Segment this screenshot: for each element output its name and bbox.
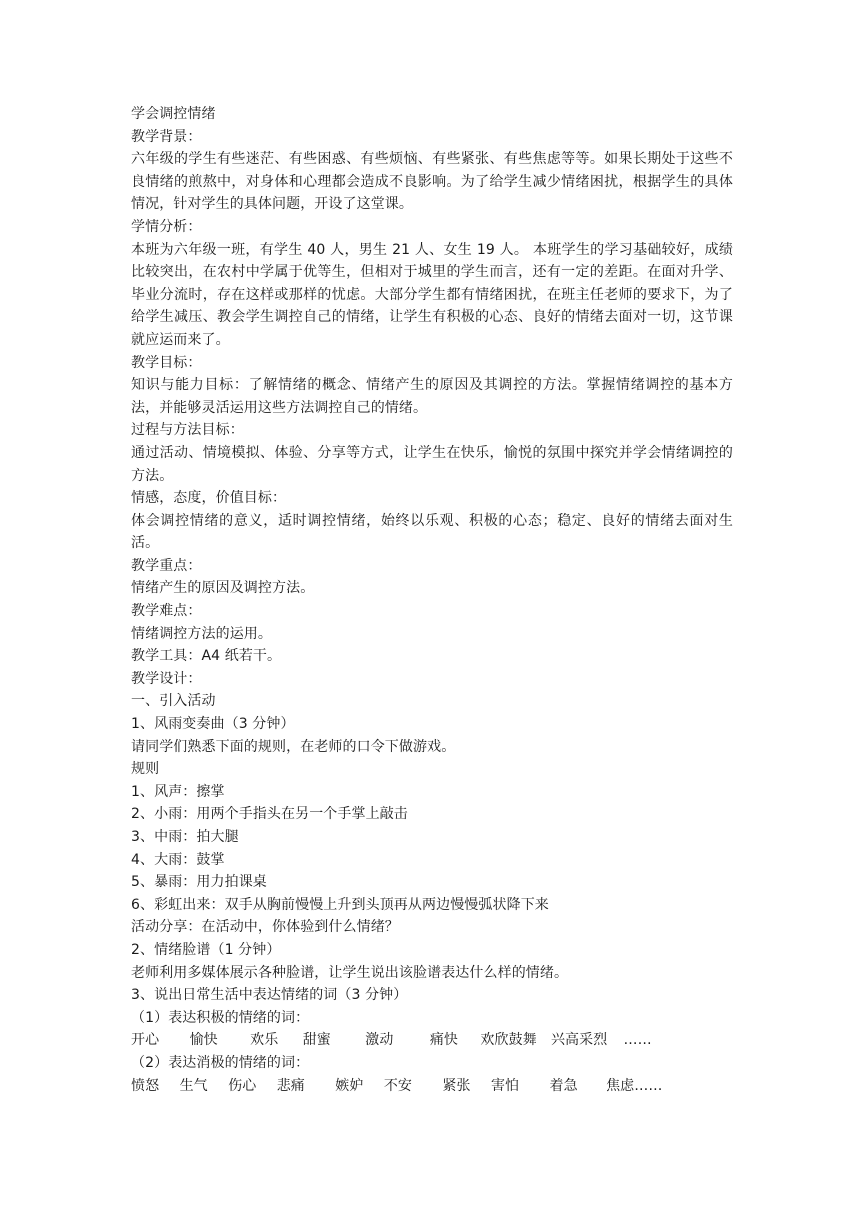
word-item: 伤心 [228,1077,257,1094]
word-item: 愉快 [189,1032,218,1049]
word-item: 害怕 [490,1077,520,1094]
rule-item: 4、大雨：鼓掌 [131,851,225,868]
positive-words-heading: （1）表达积极的情绪的词： [131,1009,310,1026]
goals-heading: 教学目标： [131,354,202,371]
goal-process-heading: 过程与方法目标： [131,422,244,439]
rule-item: 6、彩虹出来：双手从胸前慢慢上升到头顶再从两边慢慢弧状降下来 [131,896,549,913]
word-item: 愤怒 [131,1077,160,1094]
rule-item: 2、小雨：用两个手指头在另一个手掌上敲击 [131,806,408,823]
word-item: 悲痛 [276,1077,305,1094]
word-item: 欢乐 [250,1032,279,1049]
analysis-paragraph: 本班为六年级一班，有学生 40 人，男生 21 人、女生 19 人。 本班学生的学习基础较好，成绩比较突出，在农村中学属于优等生，但相对于城里的学生而言，还有一定的差距。在面对升学、毕业分流时，存在这样或那样的忧虑。大部分学生都有情绪困扰，在班主任老师的要求下，为了给学生减压、教会学生调控自己的情绪，让学生有积极的心态、良好的情绪去面对一切，这节课就应运而来了。 [131,241,733,348]
word-item: 痛快 [429,1032,459,1049]
word-item: 不安 [383,1077,413,1094]
rule-item: 5、暴雨：用力拍课桌 [131,874,267,891]
word-item: 嫉妒 [335,1077,364,1094]
negative-words-heading: （2）表达消极的情绪的词： [131,1054,310,1071]
rule-item: 1、风声：擦掌 [131,783,225,800]
activity3-heading: 3、说出日常生活中表达情绪的词（3 分钟） [131,987,408,1004]
analysis-heading: 学情分析： [131,218,202,235]
focus-paragraph: 情绪产生的原因及调控方法。 [131,580,315,597]
rules-heading: 规则 [131,761,160,778]
word-item: 甜蜜 [302,1032,331,1049]
word-item: …… [623,1032,652,1049]
goal-emotion-paragraph: 体会调控情绪的意义，适时调控情绪，始终以乐观、积极的心态；稳定、良好的情绪去面对生活。 [131,512,733,552]
focus-heading: 教学重点： [131,557,202,574]
word-item: 欢欣鼓舞 [480,1032,537,1049]
difficulty-paragraph: 情绪调控方法的运用。 [131,625,272,642]
rule-item: 3、中雨：拍大腿 [131,829,239,845]
goal-knowledge: 知识与能力目标：了解情绪的概念、情绪产生的原因及其调控的方法。掌握情绪调控的基本方法，并能够灵活运用这些方法调控自己的情绪。 [131,377,733,416]
word-item: 生气 [179,1077,208,1094]
design-heading: 教学设计： [131,670,202,687]
word-item: 紧张 [442,1077,471,1094]
word-item: 着急 [549,1077,578,1094]
activity2-heading: 2、情绪脸谱（1 分钟） [131,941,281,958]
background-paragraph: 六年级的学生有些迷茫、有些困惑、有些烦恼、有些紧张、有些焦虑等等。如果长期处于这些不良情绪的煎熬中，对身体和心理都会造成不良影响。为了给学生减少情绪困扰，根据学生的具体情况，针对学生的具体问题，开设了这堂课。 [131,151,733,213]
word-item: 开心 [131,1032,160,1049]
activity2-paragraph: 老师利用多媒体展示各种脸谱，让学生说出该脸谱表达什么样的情绪。 [131,964,569,981]
activity1-heading: 1、风雨变奏曲（3 分钟） [131,716,295,733]
difficulty-heading: 教学难点： [131,603,202,620]
document-page [131,103,733,1097]
activity-share: 活动分享：在活动中，你体验到什么情绪？ [131,919,399,936]
tools-line: 教学工具：A4 纸若干。 [131,648,282,665]
word-item: 兴高采烈 [550,1032,608,1049]
word-item: 焦虑…… [606,1077,663,1094]
part1-heading: 一、引入活动 [131,693,216,710]
goal-emotion-heading: 情感，态度，价值目标： [131,490,287,507]
activity1-paragraph: 请同学们熟悉下面的规则，在老师的口令下做游戏。 [131,738,456,755]
goal-process-paragraph: 通过活动、情境模拟、体验、分享等方式，让学生在快乐，愉悦的氛围中探究并学会情绪调控的方法。 [131,444,733,484]
background-heading: 教学背景： [131,128,202,145]
word-item: 激动 [365,1032,394,1049]
negative-words-list [131,1075,733,1098]
doc-title: 学会调控情绪 [131,106,216,122]
positive-words-list [131,1029,733,1052]
